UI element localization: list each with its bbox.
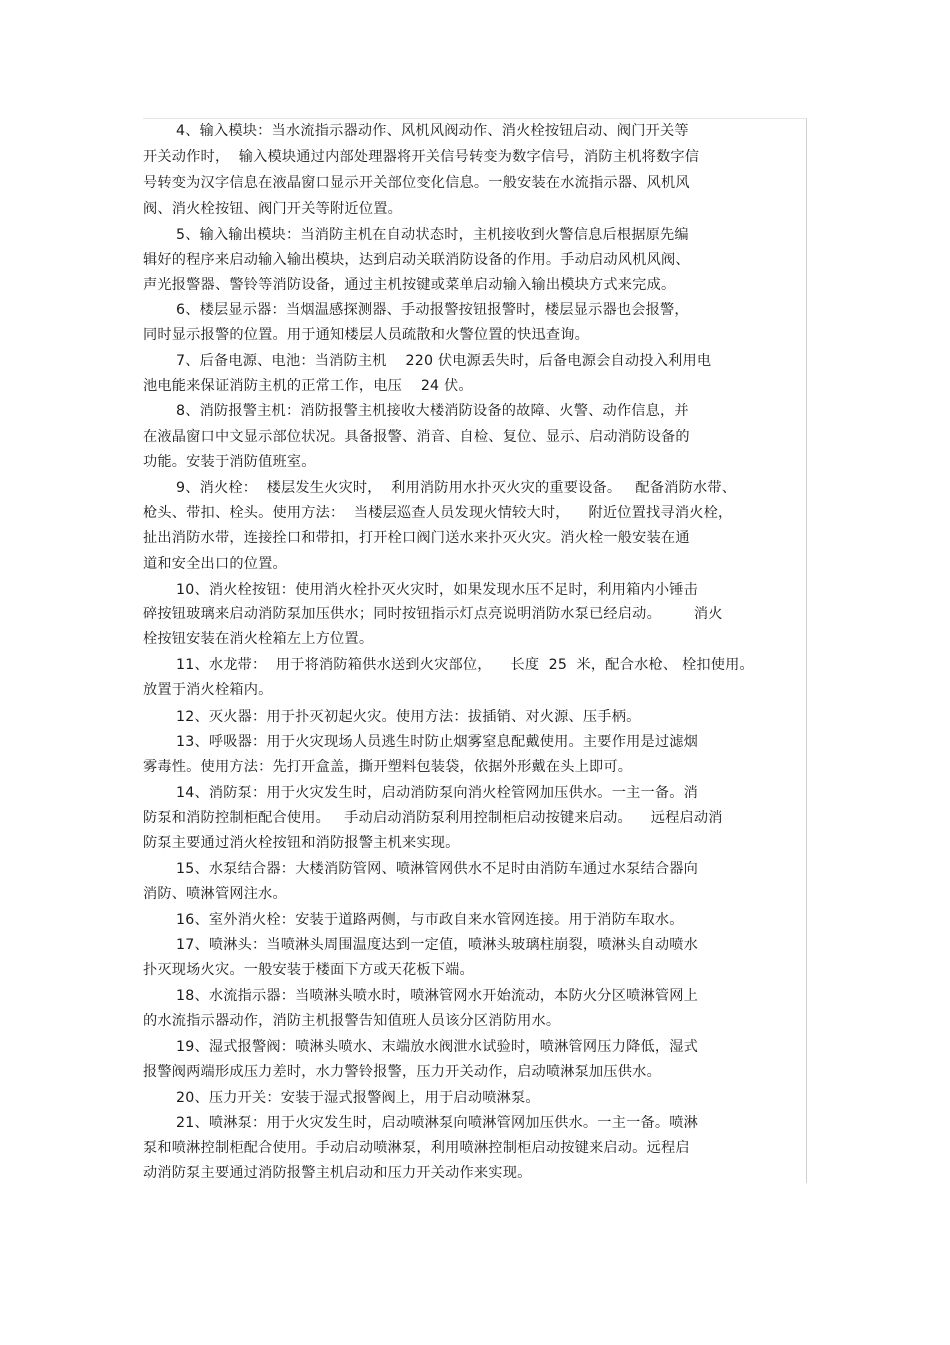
text-line: 6、楼层显示器：当烟温感探测器、手动报警按钮报警时，楼层显示器也会报警，: [176, 302, 689, 318]
text-line: 的水流指示器动作，消防主机报警告知值班人员该分区消防用水。: [143, 1013, 561, 1029]
text-line: 泵和喷淋控制柜配合使用。手动启动喷淋泵，利用喷淋控制柜启动按键来启动。远程启: [143, 1140, 690, 1156]
text-line: 7、后备电源、电池：当消防主机 220 伏电源丢失时，后备电源会自动投入利用电: [176, 353, 712, 369]
text-line: 扑灭现场火灾。一般安装于楼面下方或天花板下端。: [143, 962, 474, 978]
text-line: 防泵和消防控制柜配合使用。 手动启动消防泵利用控制柜启动按键来启动。 远程启动消: [143, 810, 723, 826]
text-line: 声光报警器、警铃等消防设备，通过主机按键或菜单启动输入输出模块方式来完成。: [143, 277, 676, 293]
text-line: 栓按钮安装在消火栓箱左上方位置。: [143, 631, 374, 647]
text-line: 21、喷淋泵：用于火灾发生时，启动喷淋泵向喷淋管网加压供水。一主一备。喷淋: [176, 1115, 699, 1131]
text-line: 8、消防报警主机：消防报警主机接收大楼消防设备的故障、火警、动作信息，并: [176, 403, 689, 419]
text-line: 11、水龙带： 用于将消防箱供水送到火灾部位， 长度 25 米，配合水枪、 栓扣使用。: [176, 657, 754, 673]
text-line: 在液晶窗口中文显示部位状况。具备报警、消音、自检、复位、显示、启动消防设备的: [143, 429, 690, 445]
text-line: 20、压力开关：安装于湿式报警阀上，用于启动喷淋泵。: [176, 1090, 540, 1106]
text-line: 动消防泵主要通过消防报警主机启动和压力开关动作来实现。: [143, 1165, 532, 1181]
text-line: 雾毒性。使用方法：先打开盒盖，撕开塑料包装袋，依据外形戴在头上即可。: [143, 759, 633, 775]
text-line: 碎按钮玻璃来启动消防泵加压供水；同时按钮指示灯点亮说明消防水泵已经启动。 消火: [143, 606, 723, 622]
text-line: 19、湿式报警阀：喷淋头喷水、末端放水阀泄水试验时，喷淋管网压力降低，湿式: [176, 1039, 699, 1055]
text-line: 放置于消火栓箱内。: [143, 682, 273, 698]
text-line: 13、呼吸器：用于火灾现场人员逃生时防止烟雾窒息配戴使用。主要作用是过滤烟: [176, 734, 699, 750]
text-line: 号转变为汉字信息在液晶窗口显示开关部位变化信息。一般安装在水流指示器、风机风: [143, 175, 690, 191]
text-line: 池电能来保证消防主机的正常工作，电压 24 伏。: [143, 378, 473, 394]
text-line: 扯出消防水带，连接拴口和带扣，打开栓口阀门送水来扑灭火灾。消火栓一般安装在通: [143, 530, 690, 546]
text-line: 消防、喷淋管网注水。: [143, 886, 287, 902]
text-line: 5、输入输出模块：当消防主机在自动状态时，主机接收到火警信息后根据原先编: [176, 227, 689, 243]
text-line: 开关动作时， 输入模块通过内部处理器将开关信号转变为数字信号，消防主机将数字信: [143, 149, 700, 165]
text-line: 4、输入模块：当水流指示器动作、风机风阀动作、消火栓按钮启动、阀门开关等: [176, 123, 689, 139]
text-line: 14、消防泵：用于火灾发生时，启动消防泵向消火栓管网加压供水。一主一备。消: [176, 785, 699, 801]
text-line: 16、室外消火栓：安装于道路两侧，与市政自来水管网连接。用于消防车取水。: [176, 912, 684, 928]
text-line: 辑好的程序来启动输入输出模块，达到启动关联消防设备的作用。手动启动风机风阀、: [143, 252, 690, 268]
text-line: 9、消火栓： 楼层发生火灾时， 利用消防用水扑灭火灾的重要设备。 配备消防水带、: [176, 480, 737, 496]
text-line: 12、灭火器：用于扑灭初起火灾。使用方法：拔插销、对火源、压手柄。: [176, 709, 641, 725]
text-line: 17、喷淋头：当喷淋头周围温度达到一定值，喷淋头玻璃柱崩裂，喷淋头自动喷水: [176, 937, 699, 953]
text-line: 10、消火栓按钮：使用消火栓扑灭火灾时，如果发现水压不足时，利用箱内小锤击: [176, 582, 699, 598]
text-line: 15、水泵结合器：大楼消防管网、喷淋管网供水不足时由消防车通过水泵结合器向: [176, 861, 699, 877]
text-line: 防泵主要通过消火栓按钮和消防报警主机来实现。: [143, 835, 460, 851]
text-line: 18、水流指示器：当喷淋头喷水时，喷淋管网水开始流动，本防火分区喷淋管网上: [176, 988, 699, 1004]
text-line: 功能。安装于消防值班室。: [143, 454, 316, 470]
text-line: 同时显示报警的位置。用于通知楼层人员疏散和火警位置的快迅查询。: [143, 327, 590, 343]
text-line: 枪头、带扣、栓头。使用方法： 当楼层巡查人员发现火情较大时， 附近位置找寻消火栓，: [143, 505, 733, 521]
text-line: 报警阀两端形成压力差时，水力警铃报警，压力开关动作，启动喷淋泵加压供水。: [143, 1064, 661, 1080]
text-line: 道和安全出口的位置。: [143, 556, 287, 572]
text-line: 阀、消火栓按钮、阀门开关等附近位置。: [143, 201, 402, 217]
